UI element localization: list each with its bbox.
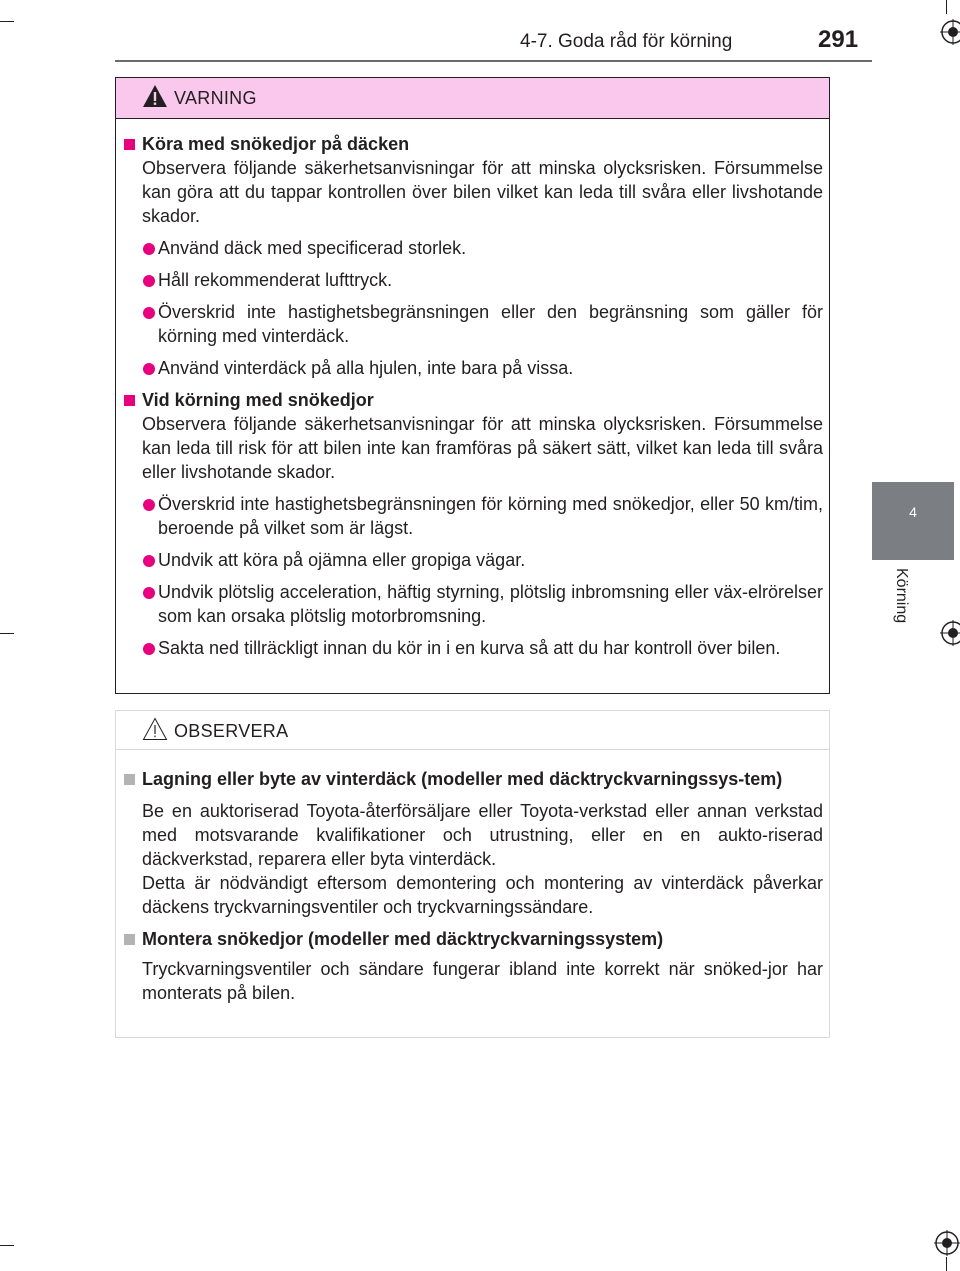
square-bullet-icon <box>124 934 135 945</box>
section-paragraph: Detta är nödvändigt eftersom demontering och montering av vinterdäck påverkar däckens tryckvarningsventiler och tryckvarningssändare. <box>142 873 823 917</box>
notice-label: OBSERVERA <box>174 721 289 741</box>
round-bullet-icon <box>143 307 155 319</box>
chapter-label-container <box>890 568 914 638</box>
bullet-text: Håll rekommenderat lufttryck. <box>158 270 393 290</box>
crop-mark <box>946 1257 947 1271</box>
section-paragraph: Observera följande säkerhetsanvisningar för att minska olycksrisken. Försummelse kan göra att du tappar kontrollen över bilen vilket kan leda till svåra eller livshotande skador. <box>142 158 823 226</box>
round-bullet-icon <box>143 555 155 567</box>
caution-triangle-icon <box>142 717 168 741</box>
bullet-item <box>124 548 823 572</box>
chapter-label: Körning <box>893 568 910 624</box>
section-heading: Montera snökedjor (modeller med däcktryckvarningssystem) <box>142 929 664 949</box>
section-paragraph: Observera följande säkerhetsanvisningar för att minska olycksrisken. Försummelse kan leda till risk för att bilen inte kan framföras på säkert sätt, vilket kan leda till svåra eller livshotande skador. <box>142 414 823 482</box>
registration-mark-icon <box>940 19 960 45</box>
warning-triangle-icon <box>142 84 168 108</box>
section-heading: Köra med snökedjor på däcken <box>142 134 410 154</box>
notice-content <box>124 767 823 1005</box>
notice-section <box>124 927 823 1005</box>
square-bullet-icon <box>124 139 135 150</box>
chapter-number: 4 <box>909 504 917 520</box>
round-bullet-icon <box>143 363 155 375</box>
bullet-item <box>124 356 823 380</box>
warning-label: VARNING <box>174 88 257 108</box>
round-bullet-icon <box>143 275 155 287</box>
section-heading: Vid körning med snökedjor <box>142 390 374 410</box>
notice-header <box>116 711 829 750</box>
section-paragraph: Be en auktoriserad Toyota-återförsäljare eller Toyota-verkstad eller annan verkstad med motsvarande kvalifikationer och utrustning, eller en en aukto-riserad däckverkstad, reparera eller byta vinterdäck. <box>142 801 823 869</box>
bullet-item <box>124 580 823 628</box>
warning-header <box>116 78 829 119</box>
bullet-text: Använd däck med specificerad storlek. <box>158 238 467 258</box>
bullet-item <box>124 492 823 540</box>
crop-mark <box>0 21 14 22</box>
bullet-text: Undvik att köra på ojämna eller gropiga vägar. <box>158 550 526 570</box>
bullet-item <box>124 236 823 260</box>
registration-mark-icon <box>934 1230 960 1256</box>
registration-mark-icon <box>940 620 960 646</box>
round-bullet-icon <box>143 243 155 255</box>
page-number: 291 <box>818 26 859 53</box>
round-bullet-icon <box>143 643 155 655</box>
notice-box <box>115 710 830 1038</box>
chapter-tab <box>872 482 954 560</box>
crop-mark <box>946 0 947 14</box>
header-divider <box>115 60 872 62</box>
section-heading: Lagning eller byte av vinterdäck (modeller med däcktryckvarningssys-tem) <box>142 769 783 789</box>
round-bullet-icon <box>143 499 155 511</box>
bullet-text: Sakta ned tillräckligt innan du kör in i en kurva så att du har kontroll över bilen. <box>158 638 781 658</box>
crop-mark <box>0 633 14 634</box>
bullet-text: Överskrid inte hastighetsbegränsningen för körning med snökedjor, eller 50 km/tim, beroende på vilket som är lägst. <box>158 494 823 538</box>
square-bullet-icon <box>124 395 135 406</box>
bullet-text: Överskrid inte hastighetsbegränsningen eller den begränsning som gäller för körning med vinterdäck. <box>158 302 823 346</box>
bullet-text: Undvik plötslig acceleration, häftig styrning, plötslig inbromsning eller väx-elrörelser som kan orsaka plötslig motorbromsning. <box>158 582 823 626</box>
section-title: 4-7. Goda råd för körning <box>520 31 733 52</box>
bullet-item <box>124 300 823 348</box>
crop-mark <box>0 1245 14 1246</box>
warning-section <box>124 132 823 228</box>
bullet-item <box>124 636 823 660</box>
section-paragraph: Tryckvarningsventiler och sändare fungerar ibland inte korrekt när snöked-jor har monterats på bilen. <box>142 959 823 1003</box>
square-bullet-icon <box>124 774 135 785</box>
bullet-item <box>124 268 823 292</box>
warning-content <box>124 132 823 660</box>
round-bullet-icon <box>143 587 155 599</box>
warning-box <box>115 77 830 694</box>
notice-section <box>124 767 823 919</box>
bullet-text: Använd vinterdäck på alla hjulen, inte bara på vissa. <box>158 358 574 378</box>
warning-section <box>124 388 823 484</box>
